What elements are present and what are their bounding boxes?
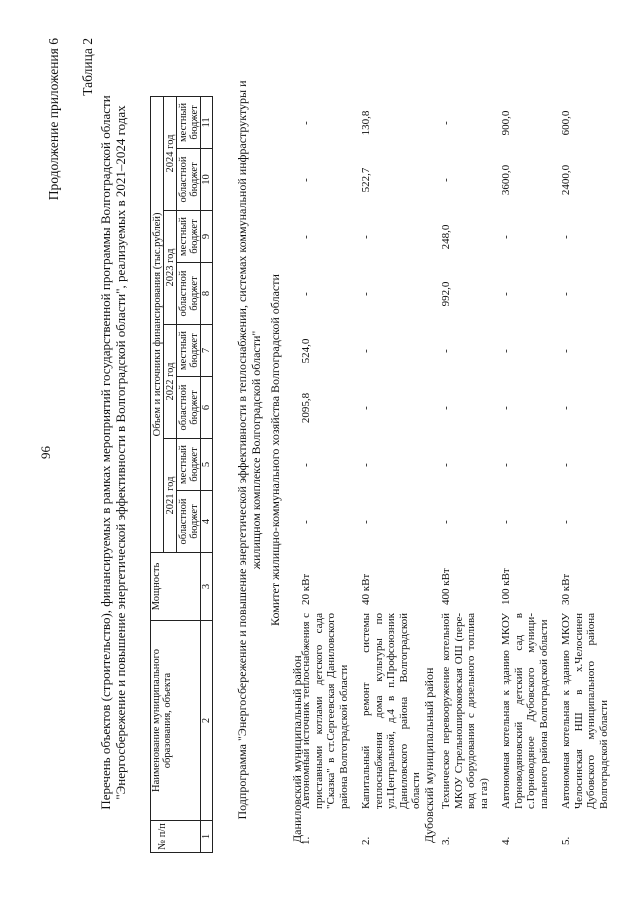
object-power: 400 кВт <box>440 568 452 605</box>
object-name: Капитальный ремонт системы теплоснабжения дома культуры по ул.Центральной, д.4 в п.Профсоюзник Даниловского района Волгоградской области <box>360 613 423 809</box>
value-2021-local: - <box>300 463 312 467</box>
object-name: Автономный источник теплоснабжения с приставными котлами детского сада "Сказка" в ст.Сергеевская Даниловского района Волгоградской области <box>300 613 350 809</box>
object-name: Техническое перевооружение котельной МКОУ Стрельношироковская ОШ (перевод оборудования с дизельного топлива на газ) <box>440 613 490 809</box>
object-name: Автономная котельная к зданию МКОУ Горноводяновский детский сад в с.Горноводяное Дубовского муниципального района Волгоградской области <box>500 613 550 809</box>
value-2022-regional: - <box>360 406 372 410</box>
header-funding: Объем и источники финансирования (тыс.рублей) <box>151 96 164 552</box>
table-row <box>560 45 640 853</box>
district-heading: Дубовский муниципальный район <box>422 667 436 843</box>
row-number: 4. <box>500 836 512 845</box>
col-number: 7 <box>201 325 213 377</box>
value-2024-local: - <box>300 121 312 125</box>
value-2024-local: 600,0 <box>560 110 572 136</box>
col-number: 5 <box>201 439 213 491</box>
col-number: 6 <box>201 377 213 439</box>
value-2023-regional: 992,0 <box>440 281 452 307</box>
value-2022-local: - <box>360 349 372 353</box>
row-number: 2. <box>360 836 372 845</box>
value-2023-local: 248,0 <box>440 224 452 250</box>
object-power: 100 кВт <box>500 568 512 605</box>
value-2024-regional: - <box>300 178 312 182</box>
header-regional: областной бюджет <box>177 491 201 553</box>
value-2023-local: - <box>500 235 512 239</box>
value-2021-local: - <box>560 463 572 467</box>
col-number: 1 <box>201 821 213 853</box>
header-power: Мощность <box>151 553 201 621</box>
object-power: 40 кВт <box>360 573 372 605</box>
value-2023-regional: - <box>360 292 372 296</box>
value-2024-local: 130,8 <box>360 110 372 136</box>
header-num: № п/п <box>151 821 201 853</box>
value-2021-regional: - <box>360 520 372 524</box>
object-power: 20 кВт <box>300 573 312 605</box>
header-year-2021: 2021 год <box>164 439 177 553</box>
title-line: Перечень объектов (строительство), финансируемых в рамках мероприятий государственной программы Волгоградской области <box>98 95 113 810</box>
col-number: 11 <box>201 96 213 148</box>
header-local: местный бюджет <box>177 211 201 263</box>
value-2022-regional: - <box>440 406 452 410</box>
district-heading: Даниловский муниципальный район <box>290 655 304 843</box>
col-number: 9 <box>201 211 213 263</box>
table-header <box>150 45 213 853</box>
value-2021-regional: - <box>440 520 452 524</box>
document-title <box>98 60 128 845</box>
col-number: 2 <box>201 621 213 821</box>
value-2024-regional: 2400,0 <box>560 164 572 196</box>
header-year-2022: 2022 год <box>164 325 177 439</box>
value-2023-regional: - <box>500 292 512 296</box>
header-year-2024: 2024 год <box>164 96 177 210</box>
value-2022-regional: - <box>560 406 572 410</box>
header-local: местный бюджет <box>177 325 201 377</box>
value-2023-local: - <box>560 235 572 239</box>
header-regional: областной бюджет <box>177 149 201 211</box>
value-2023-local: - <box>300 235 312 239</box>
value-2023-regional: - <box>300 292 312 296</box>
value-2022-regional: - <box>500 406 512 410</box>
value-2022-local: - <box>440 349 452 353</box>
header-regional: областной бюджет <box>177 377 201 439</box>
col-number: 3 <box>201 553 213 621</box>
value-2024-regional: 3600,0 <box>500 164 512 196</box>
object-power: 30 кВт <box>560 573 572 605</box>
title-line: "Энергосбережение и повышение энергетической эффективности в Волгоградской области", реализуемых в 2021–2024 годах <box>113 105 128 800</box>
header-regional: областной бюджет <box>177 263 201 325</box>
value-2021-local: - <box>500 463 512 467</box>
page-number: 96 <box>38 446 53 459</box>
value-2021-regional: - <box>500 520 512 524</box>
col-number: 10 <box>201 149 213 211</box>
row-number: 5. <box>560 836 572 845</box>
value-2023-local: - <box>360 235 372 239</box>
value-2023-regional: - <box>560 292 572 296</box>
annex-label: Продолжение приложения 6 <box>46 38 61 201</box>
value-2021-regional: - <box>300 520 312 524</box>
object-name: Автономная котельная к зданию МКОУ Челосинская НШ в х.Челосинен Дубовского муниципального района Волгоградской области <box>560 613 610 809</box>
header-local: местный бюджет <box>177 439 201 491</box>
table-label: Таблица 2 <box>80 38 95 96</box>
value-2022-local: - <box>500 349 512 353</box>
col-number: 8 <box>201 263 213 325</box>
value-2022-local: - <box>560 349 572 353</box>
value-2024-regional: 522,7 <box>360 167 372 193</box>
value-2022-regional: 2095,8 <box>300 392 312 424</box>
value-2024-regional: - <box>440 178 452 182</box>
value-2024-local: 900,0 <box>500 110 512 136</box>
value-2021-local: - <box>360 463 372 467</box>
row-number: 1. <box>300 836 312 845</box>
value-2021-local: - <box>440 463 452 467</box>
value-2024-local: - <box>440 121 452 125</box>
header-name: Наименование муниципального образования, объекта <box>151 621 201 821</box>
value-2022-local: 524,0 <box>300 338 312 364</box>
header-year-2023: 2023 год <box>164 211 177 325</box>
row-number: 3. <box>440 836 452 845</box>
header-local: местный бюджет <box>177 96 201 148</box>
subprogram-title: Подпрограмма "Энергосбережение и повышение энергетической эффективности в теплоснабжении, системах коммунальной инфраструктуры и жилищном комплексе Волгоградской области" <box>235 80 263 820</box>
committee-name: Комитет жилищно-коммунального хозяйства Волгоградской области <box>268 274 282 626</box>
value-2021-regional: - <box>560 520 572 524</box>
col-number: 4 <box>201 491 213 553</box>
